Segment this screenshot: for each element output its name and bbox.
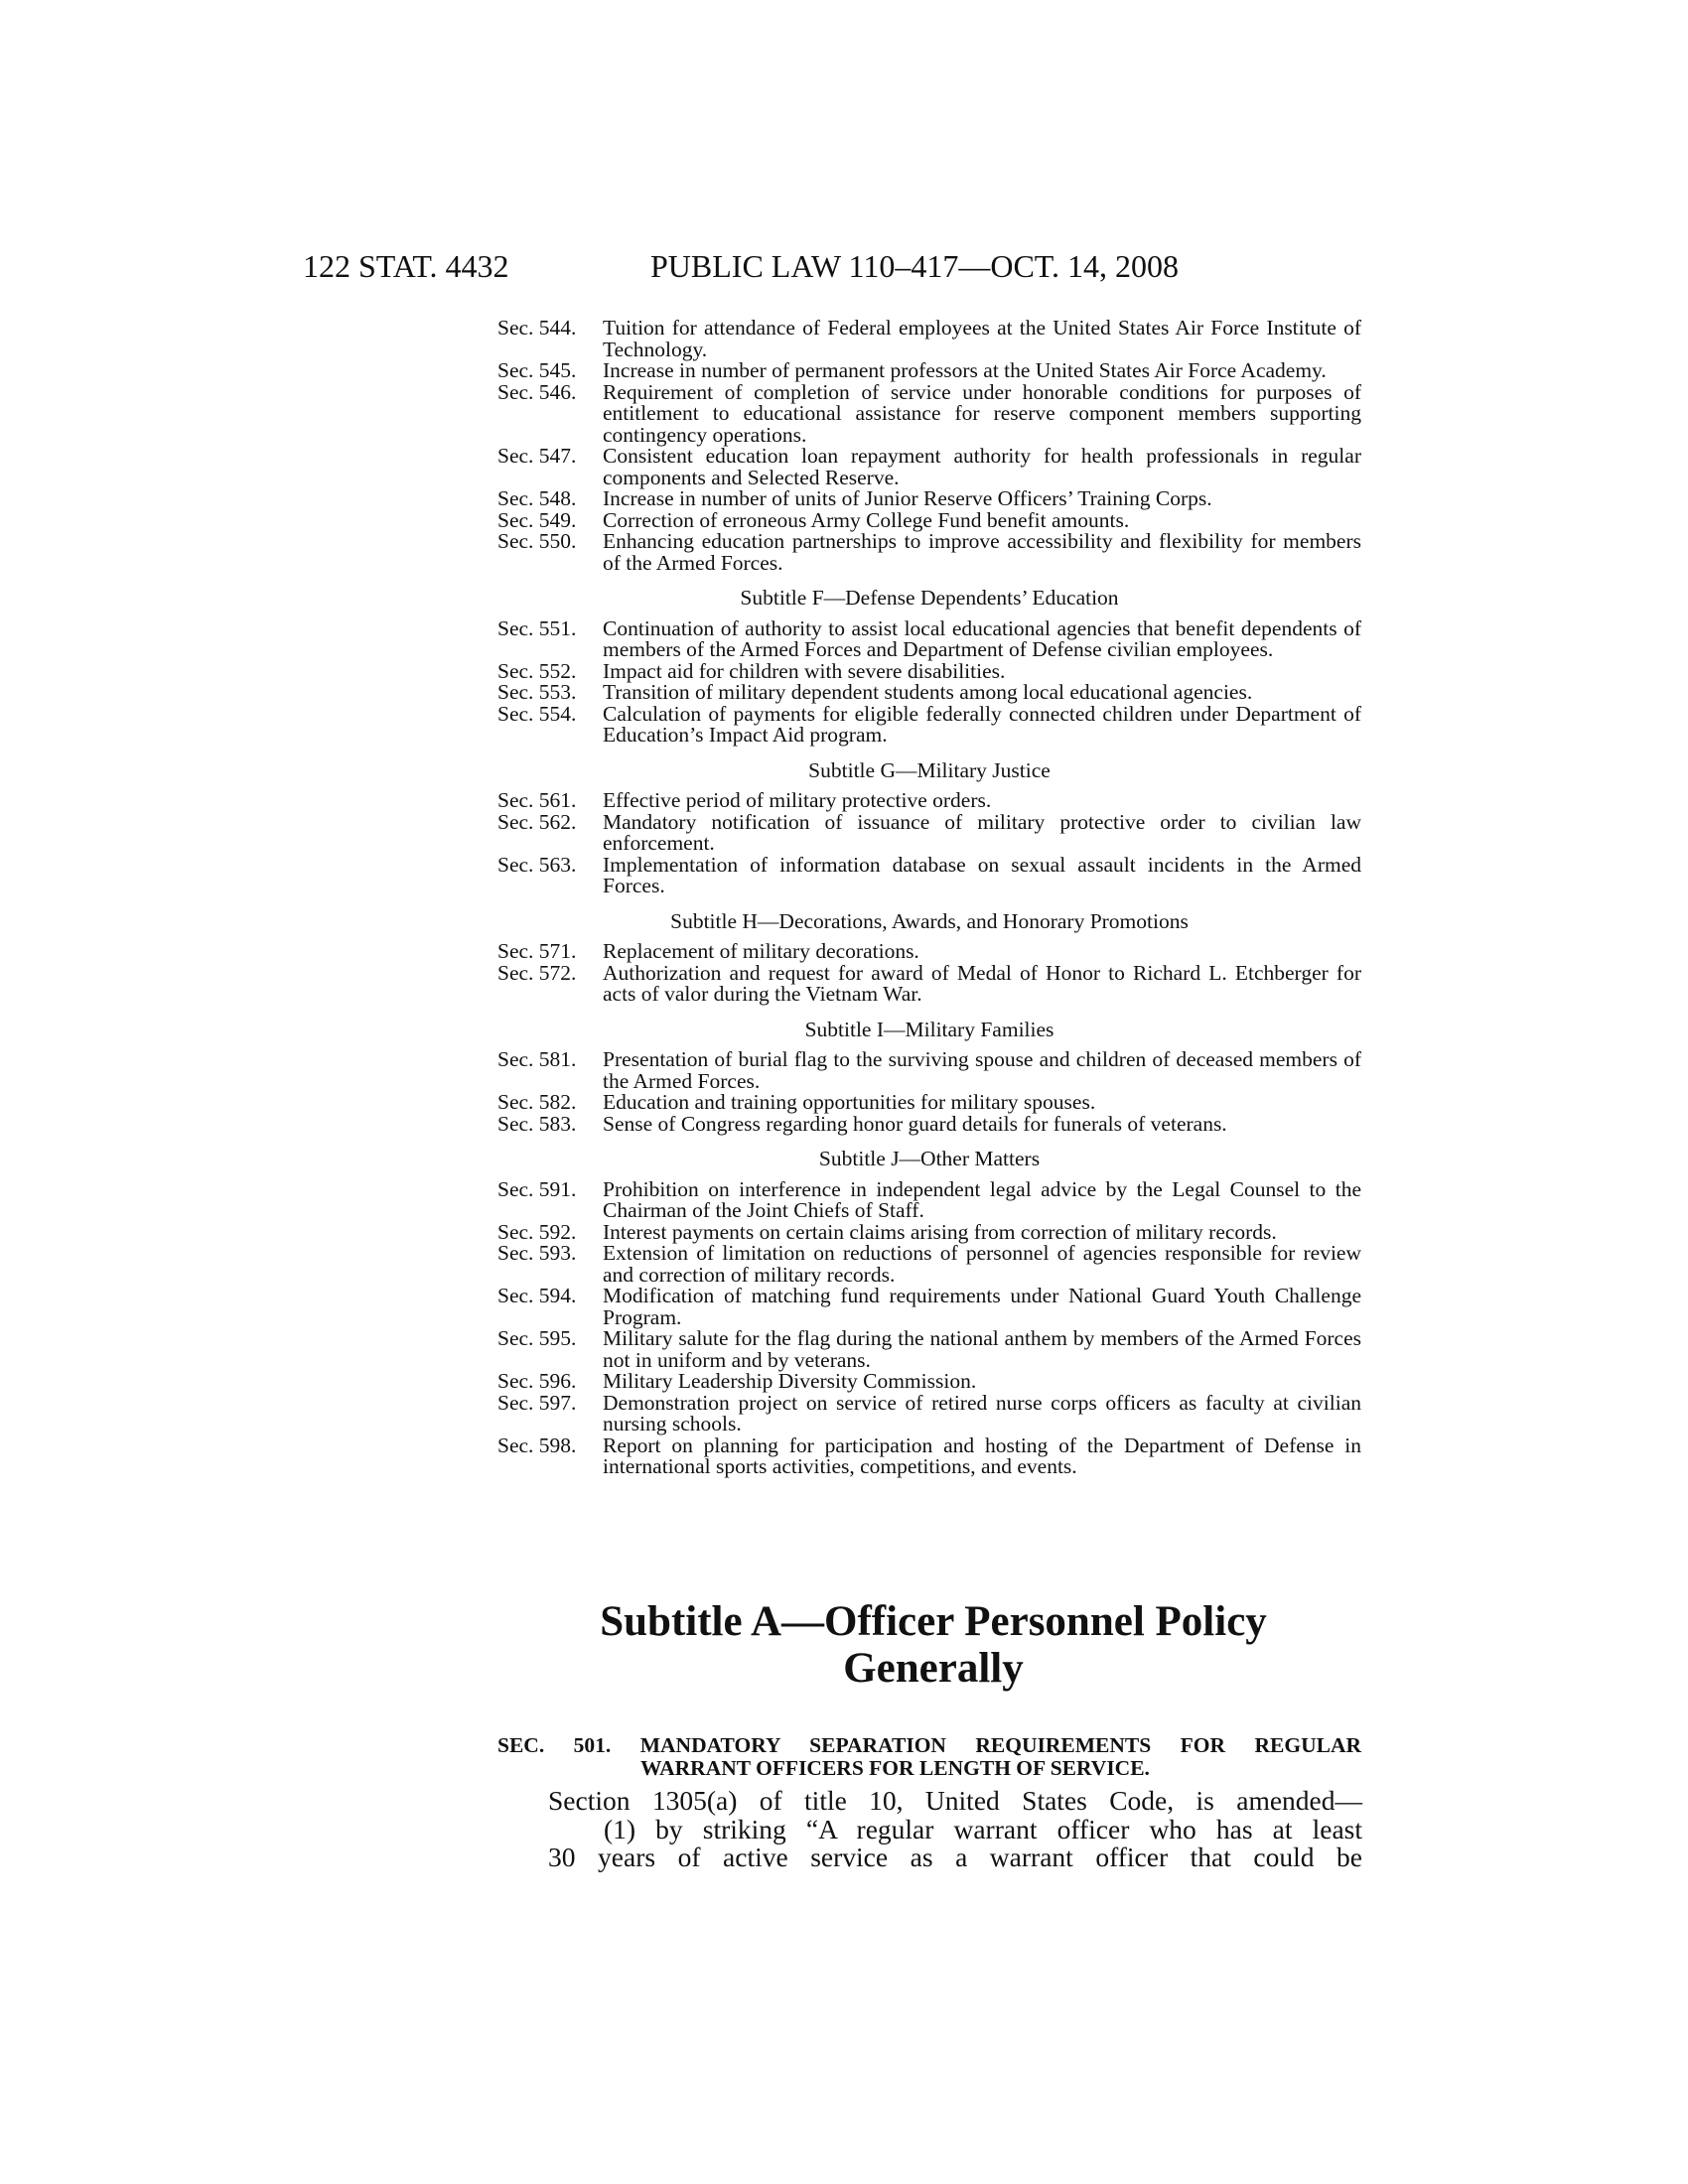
toc-entry [497,507,1361,532]
toc-entry [497,1219,1361,1244]
toc-entry [497,941,1361,963]
toc-entry-text: Presentation of burial flag to the surviving spouse and children of deceased members of the Armed Forces. [603,1047,1361,1093]
toc-entry-text: Prohibition on interference in independent legal advice by the Legal Counsel to the Chairman of the Joint Chiefs of Staff. [603,1176,1361,1222]
toc-entry-number: Sec. 551. [497,615,577,640]
toc-entry-text: Enhancing education partnerships to improve accessibility and flexibility for members of the Armed Forces. [603,529,1361,575]
toc-entry-number: Sec. 583. [497,1111,577,1136]
toc-entry [497,1435,1361,1478]
toc-entry [497,1243,1361,1286]
toc-entry [497,852,1361,897]
toc-group-subtitle-g [497,790,1361,897]
toc-entry-number: Sec. 548. [497,486,577,510]
toc-entry [497,1111,1361,1136]
subtitle-a-heading [536,1598,1331,1692]
running-head [0,246,1688,286]
toc-entry [497,1371,1361,1393]
toc-entry-number: Sec. 563. [497,852,577,877]
toc-entry-text: Impact aid for children with severe disabilities. [603,658,1006,683]
toc-entry-text: Education and training opportunities for military spouses. [603,1090,1096,1114]
toc-entry-number: Sec. 553. [497,680,577,704]
toc-group-subtitle-j [497,1176,1361,1478]
toc-entry-number: Sec. 582. [497,1090,577,1114]
toc-entry-number: Sec. 572. [497,960,577,985]
toc-entry [497,809,1361,855]
toc-entry-text: Consistent education loan repayment authority for health professionals in regular components and Selected Reserve. [603,444,1361,489]
toc-group-subtitle-h [497,941,1361,1006]
toc-entry [497,960,1361,1006]
toc-subtitle-j: Subtitle J—Other Matters [818,1147,1041,1170]
body-line-3: 30 years of active service as a warrant officer that could be [548,1842,1362,1872]
toc-entry [497,1049,1361,1092]
toc-entry-text: Extension of limitation on reductions of personnel of agencies responsible for review and correction of military records. [603,1241,1361,1287]
section-501-title-line2: WARRANT OFFICERS FOR LENGTH OF SERVICE. [640,1756,1150,1780]
toc-entry-number: Sec. 592. [497,1219,577,1244]
toc-entry [497,1092,1361,1114]
toc-entry-number: Sec. 552. [497,658,577,683]
subtitle-a-heading-line1: Subtitle A—Officer Personnel Policy [600,1598,1267,1645]
toc-entry [497,701,1361,747]
toc-entry-text: Interest payments on certain claims arising from correction of military records. [603,1219,1277,1244]
toc-subtitle-h: Subtitle H—Decorations, Awards, and Honorary Promotions [670,908,1189,933]
table-of-contents [497,318,1361,1478]
toc-entry-text: Requirement of completion of service under honorable conditions for purposes of entitlement to educational assistance for reserve component members supporting contingency operations. [603,379,1361,447]
toc-entry-number: Sec. 593. [497,1241,577,1265]
toc-entry-text: Calculation of payments for eligible federally connected children under Department of Education’s Impact Aid program. [603,701,1361,747]
toc-entry [497,1176,1361,1222]
toc-entry-text: Report on planning for participation and hosting of the Department of Defense in international sports activities, competitions, and events. [603,1433,1361,1478]
toc-entry-text: Authorization and request for award of Medal of Honor to Richard L. Etchberger for acts of valor during the Vietnam War. [603,960,1361,1006]
toc-entry-number: Sec. 544. [497,316,577,340]
toc-entry-number: Sec. 581. [497,1047,577,1071]
toc-entry [497,615,1361,661]
toc-entry-number: Sec. 594. [497,1284,577,1307]
toc-entry [497,360,1361,382]
toc-subtitle-i: Subtitle I—Military Families [804,1017,1055,1041]
subtitle-a-heading-line2: Generally [843,1645,1024,1692]
toc-entry-number: Sec. 591. [497,1176,577,1201]
toc-entry [497,1286,1361,1328]
toc-entry [497,446,1361,488]
toc-entry-number: Sec. 549. [497,507,577,532]
body-line-2: (1) by striking “A regular warrant officer who has at least [604,1813,1362,1844]
toc-group-subtitle-f [497,615,1361,747]
toc-subtitle-g: Subtitle G—Military Justice [808,757,1051,782]
section-501-title [497,1734,1361,1780]
toc-entry-text: Transition of military dependent students among local educational agencies. [603,680,1253,704]
toc-entry-number: Sec. 596. [497,1369,577,1393]
toc-entry-text: Effective period of military protective orders. [603,788,992,812]
toc-group-subtitle-i [497,1049,1361,1135]
toc-entry [497,682,1361,704]
toc-entry-number: Sec. 546. [497,379,577,404]
toc-entry-text: Sense of Congress regarding honor guard details for funerals of veterans. [603,1111,1227,1136]
toc-entry [497,379,1361,447]
toc-entry [497,1390,1361,1435]
toc-entry-text: Military Leadership Diversity Commission. [603,1369,977,1393]
toc-entry-number: Sec. 561. [497,788,577,812]
toc-entry [497,318,1361,360]
toc-entry-text: Military salute for the flag during the national anthem by members of the Armed Forces not in uniform and by veterans. [603,1326,1361,1372]
toc-entry [497,531,1361,574]
body-line-1: Section 1305(a) of title 10, United States Code, is amended— [548,1785,1362,1816]
toc-entry-text: Continuation of authority to assist local educational agencies that benefit dependents of members of the Armed Forces and Department of Defense civilian employees. [603,615,1361,661]
toc-entry-number: Sec. 547. [497,444,577,468]
toc-entry-text: Tuition for attendance of Federal employees at the United States Air Force Institute of Technology. [603,316,1361,361]
toc-entry [497,488,1361,510]
toc-entry-number: Sec. 598. [497,1433,577,1457]
toc-entry-text: Correction of erroneous Army College Fund benefit amounts. [603,507,1130,532]
toc-entry [497,658,1361,683]
toc-entry-text: Mandatory notification of issuance of military protective order to civilian law enforcement. [603,809,1361,855]
toc-entry-number: Sec. 562. [497,809,577,834]
toc-entry-text: Replacement of military decorations. [603,939,919,963]
toc-entry-text: Increase in number of units of Junior Reserve Officers’ Training Corps. [603,486,1212,510]
toc-entry-number: Sec. 571. [497,939,577,963]
toc-entry-number: Sec. 550. [497,529,577,553]
toc-entry-text: Implementation of information database on sexual assault incidents in the Armed Forces. [603,852,1361,897]
toc-entry-number: Sec. 595. [497,1326,577,1350]
section-501-body [548,1787,1362,1872]
toc-entry [497,790,1361,812]
toc-entry [497,1328,1361,1371]
toc-entry-number: Sec. 554. [497,701,577,726]
section-501-title-line1: SEC. 501. MANDATORY SEPARATION REQUIREMENTS FOR REGULAR [497,1733,1361,1757]
toc-entry-text: Modification of matching fund requirements under National Guard Youth Challenge Program. [603,1284,1361,1329]
toc-group-subtitle-e-continued [497,318,1361,574]
toc-entry-text: Increase in number of permanent professors at the United States Air Force Academy. [603,358,1327,382]
toc-entry-text: Demonstration project on service of retired nurse corps officers as faculty at civilian nursing schools. [603,1390,1361,1435]
toc-entry-number: Sec. 597. [497,1390,577,1415]
public-law-reference: PUBLIC LAW 110–417—OCT. 14, 2008 [650,248,1179,284]
stat-reference: 122 STAT. 4432 [303,248,509,284]
toc-entry-number: Sec. 545. [497,358,577,382]
toc-subtitle-f: Subtitle F—Defense Dependents’ Education [740,586,1119,610]
